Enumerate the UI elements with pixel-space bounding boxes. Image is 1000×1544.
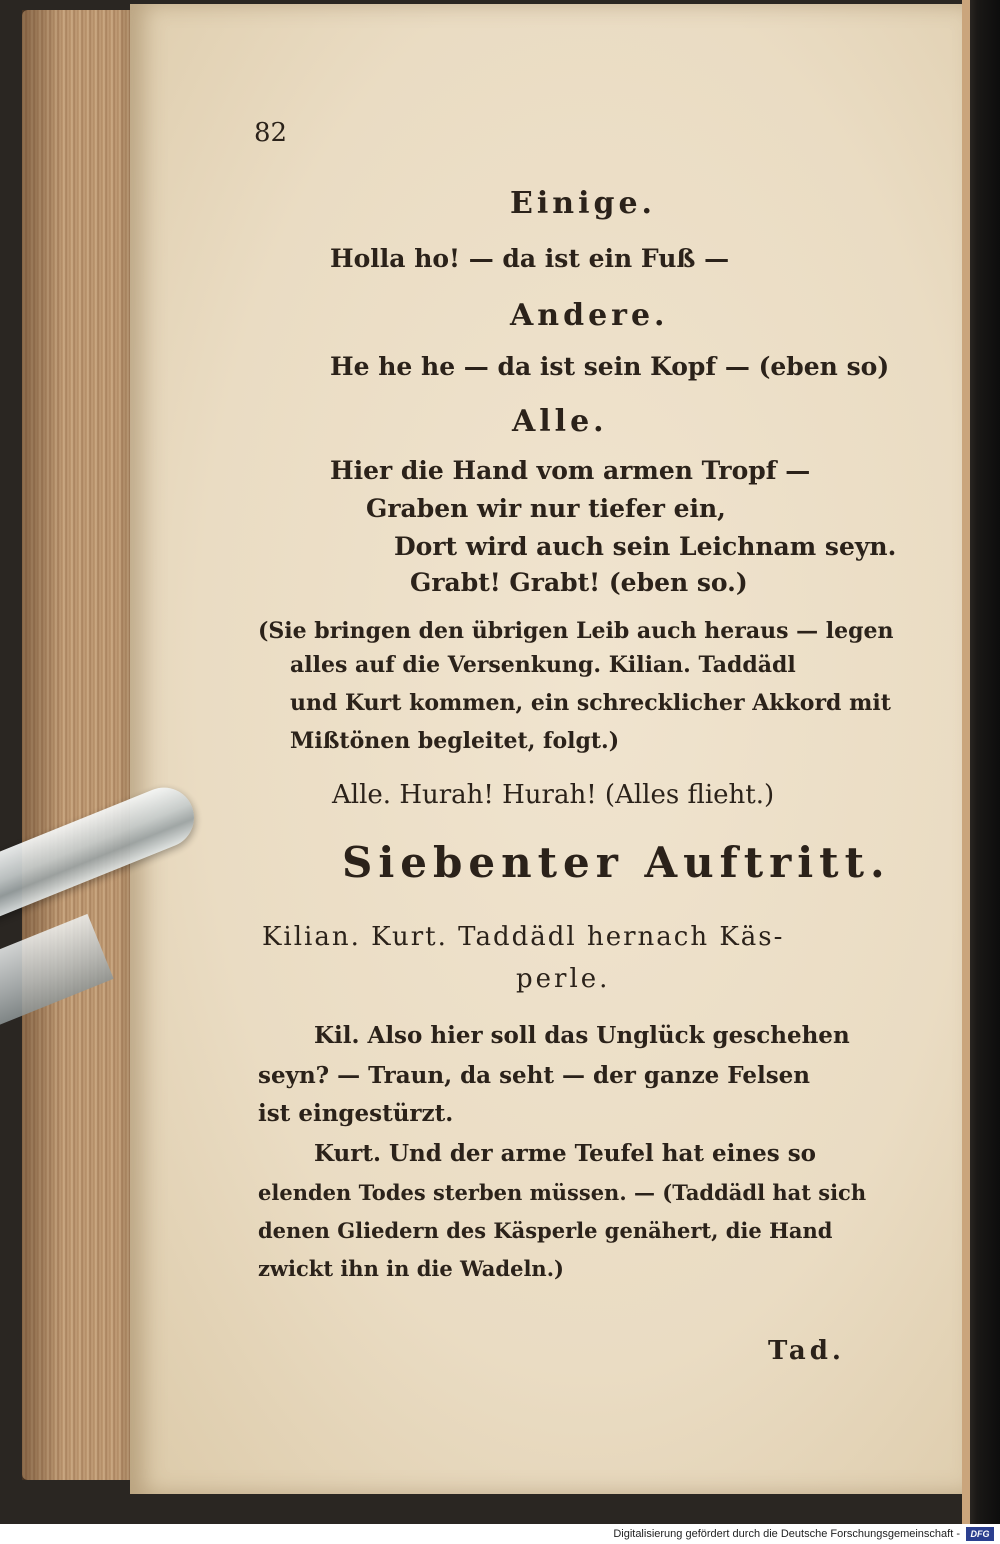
dialogue-kurt-2: elenden Todes sterben müssen. — (Taddädl hat sich	[258, 1180, 867, 1205]
dialogue-kurt-4: zwickt ihn in die Wadeln.)	[258, 1256, 564, 1281]
stage-direction-3: und Kurt kommen, ein schrecklicher Akkord mit	[290, 690, 891, 716]
scene-heading: Siebenter Auftritt.	[342, 838, 891, 887]
dialogue-kil-3: ist eingestürzt.	[258, 1100, 454, 1127]
cover-edge	[962, 0, 970, 1524]
line-holla: Holla ho! — da ist ein Fuß —	[330, 244, 730, 273]
verse-hier: Hier die Hand vom armen Tropf —	[330, 456, 811, 485]
dialogue-kil-2: seyn? — Traun, da seht — der ganze Felsen	[258, 1062, 811, 1089]
line-hehe: He he he — da ist sein Kopf — (eben so)	[330, 352, 890, 381]
line-hurah: Alle. Hurah! Hurah! (Alles flieht.)	[332, 780, 775, 810]
verse-graben: Graben wir nur tiefer ein,	[366, 494, 726, 523]
page-number: 82	[254, 118, 288, 148]
dialogue-kurt-3: denen Gliedern des Käsperle genähert, die Hand	[258, 1218, 833, 1243]
footer-bar	[0, 1524, 1000, 1544]
stage-direction-2: alles auf die Versenkung. Kilian. Taddädl	[290, 652, 796, 678]
dfg-logo: DFG	[966, 1527, 994, 1541]
speaker-andere: Andere.	[510, 298, 669, 333]
catchword: Tad.	[768, 1336, 845, 1366]
dialogue-kil-1: Kil. Also hier soll das Unglück geschehen	[314, 1022, 850, 1049]
speaker-einige: Einige.	[510, 186, 656, 221]
stage-direction-1: (Sie bringen den übrigen Leib auch heraus — legen	[258, 618, 894, 644]
dialogue-kurt-1: Kurt. Und der arme Teufel hat eines so	[314, 1140, 817, 1167]
stage-direction-4: Mißtönen begleitet, folgt.)	[290, 728, 620, 754]
persons-line-1: Kilian. Kurt. Taddädl hernach Käs-	[262, 922, 785, 952]
speaker-alle: Alle.	[512, 404, 608, 439]
verse-dort: Dort wird auch sein Leichnam seyn.	[394, 532, 897, 561]
verse-grabt: Grabt! Grabt! (eben so.)	[410, 568, 748, 597]
persons-line-2: perle.	[516, 964, 611, 994]
page-edges-shadow	[22, 10, 140, 1480]
funding-credit: Digitalisierung gefördert durch die Deutsche Forschungsgemeinschaft -	[613, 1528, 960, 1540]
